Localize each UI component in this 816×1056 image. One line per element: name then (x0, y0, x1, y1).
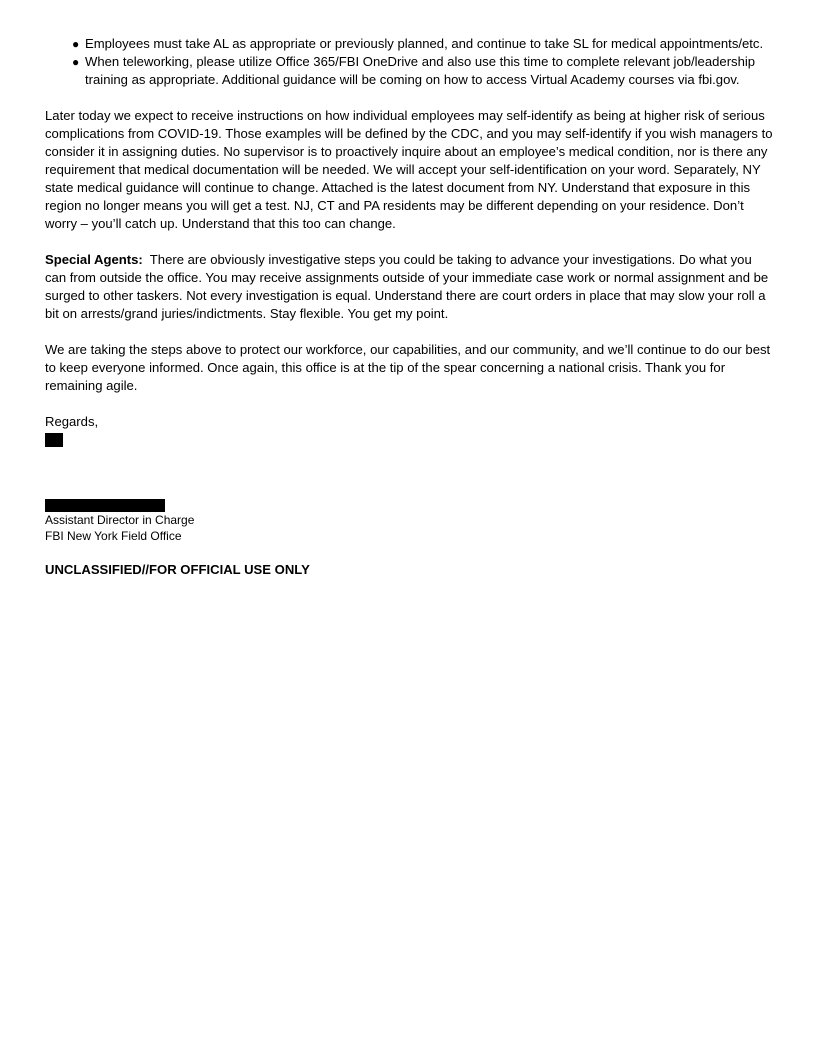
bullet-dot-icon: ● (72, 55, 80, 69)
covid-paragraph: Later today we expect to receive instructions on how individual employees may self-identify as being at higher risk of serious complications from COVID-19. Those examples will be defined by the CDC, and you may self-identify if you wish managers to consider it in assigning duties. No supervisor is to proactively inquire about an employee’s medical condition, nor is there any requirement that medical documentation will be needed. We will accept your self-identification on your word. Separately, NY state medical guidance will continue to change. Attached is the latest document from NY. Understand that exposure in this region no longer means you will get a test. NJ, CT and PA residents may be different depending on your residence. Don’t worry – you’ll catch up. Understand that this too can change. (45, 108, 773, 231)
guidance-bullet-list (45, 35, 773, 89)
bullet-item (72, 35, 773, 53)
redaction-block (45, 433, 63, 447)
document-page (45, 35, 773, 579)
spacer (45, 323, 773, 341)
regards-line: Regards, (45, 414, 99, 429)
classification-marking: UNCLASSIFIED//FOR OFFICIAL USE ONLY (45, 562, 310, 577)
special-agents-label: Special Agents: (45, 252, 143, 267)
special-agents-text: There are obviously investigative steps you could be taking to advance your investigations. Do what you can from outside the office. You may receive assignments outside of your immediate case work or normal assignment and be surged to other taskers. Not every investigation is equal. Understand there are court orders in place that may slow your roll a bit on arrests/grand juries/indictments. Stay flexible. You get my point. (45, 252, 769, 321)
closing-paragraph: We are taking the steps above to protect our workforce, our capabilities, and our community, and we’ll continue to do our best to keep everyone informed. Once again, this office is at the tip of the spear concerning a national crisis. Thank you for remaining agile. (45, 342, 771, 393)
special-agents-paragraph (45, 251, 773, 323)
spacer (45, 89, 773, 107)
bullet-dot-icon: ● (72, 37, 80, 51)
signature-office: FBI New York Field Office (45, 529, 182, 543)
bullet-text: When teleworking, please utilize Office 365/FBI OneDrive and also use this time to complete relevant job/leadership training as appropriate. Additional guidance will be coming on how to access Virtual Academy courses via fbi.gov. (85, 54, 756, 87)
bullet-text: Employees must take AL as appropriate or previously planned, and continue to take SL for medical appointments/etc. (85, 36, 764, 51)
spacer (45, 233, 773, 251)
spacer (45, 395, 773, 413)
signature-title: Assistant Director in Charge (45, 513, 195, 527)
redaction-block (45, 499, 165, 512)
bullet-item (72, 53, 773, 89)
